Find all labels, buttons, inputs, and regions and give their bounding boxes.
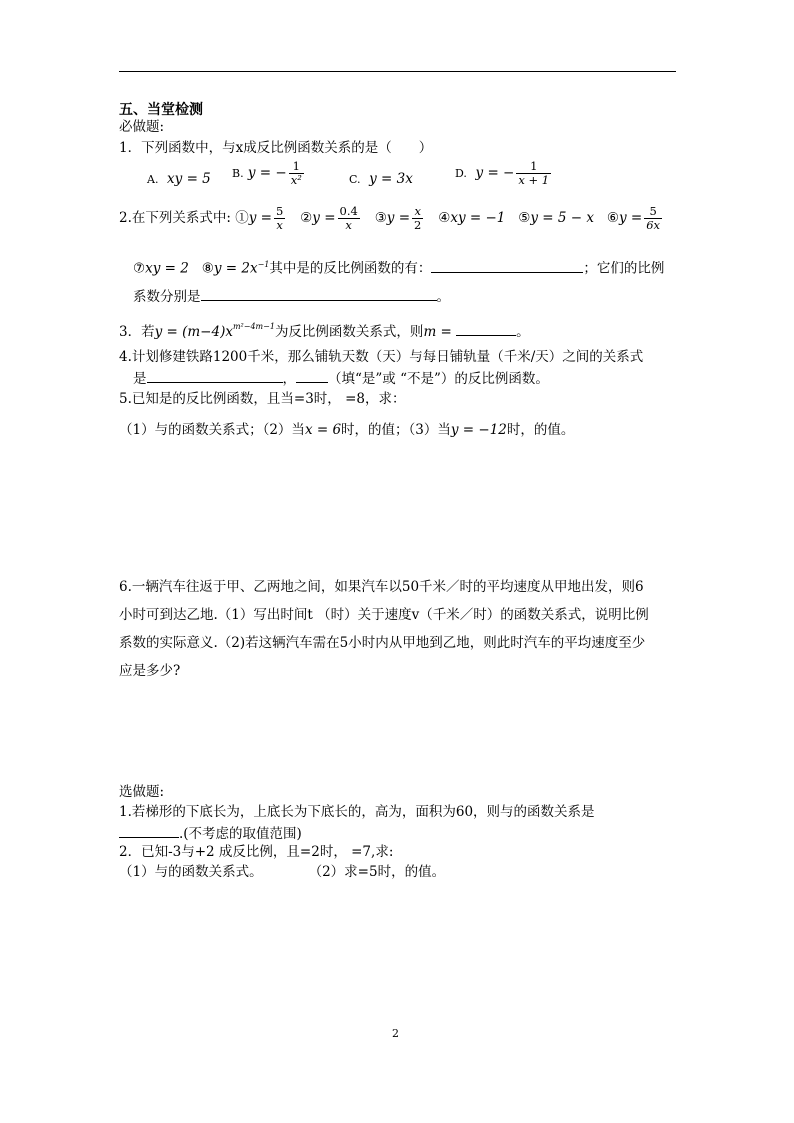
question-4-line-1: 4.计划修建铁路1200千米，那么铺轨天数（天）与每日铺轨量（千米/天）之间的关系式 bbox=[119, 349, 644, 365]
question-2-line-2: ⑦xy = 2 ⑧y = $2x^{-1}$其中是的反比例函数的有： ；它们的比例 bbox=[133, 256, 664, 278]
optional-1-line-2: .(不考虑的取值范围) bbox=[119, 823, 302, 843]
question-2-line-3: 系数分别是 。 bbox=[133, 286, 450, 306]
question-6-line-1: 6.一辆汽车往返于甲、乙两地之间，如果汽车以50千米／时的平均速度从甲地出发，则6 bbox=[119, 579, 644, 595]
q1-option-a: A. xy = 5 bbox=[147, 171, 211, 187]
q1-option-d: D. y = − $\frac{1}{x + 1}$ bbox=[455, 159, 550, 187]
question-3: 3．若$y = (m-4)x^{m^2-4m-1}$为反比例函数关系式，则m = 。 bbox=[119, 322, 530, 340]
optional-1-line-1: 1.若梯形的下底长为，上底长为下底长的，高为，面积为60，则与的函数关系是 bbox=[119, 804, 595, 820]
question-1-text: 1．下列函数中，与x成反比例函数关系的是（ ） bbox=[119, 140, 433, 156]
section-title: 五、当堂检测 bbox=[119, 102, 203, 118]
optional-2-line-1: 2．已知-3与+2 成反比例，且=2时， =7,求: bbox=[119, 844, 394, 860]
o1-answer-blank[interactable] bbox=[119, 823, 179, 838]
optional-label: 选做题: bbox=[119, 784, 165, 800]
question-5-line-1: 5.已知是的反比例函数，且当=3时， =8，求： bbox=[119, 391, 406, 407]
q4-answer-blank-2[interactable] bbox=[296, 368, 328, 383]
required-label: 必做题: bbox=[119, 119, 165, 135]
q1-option-b: B. y = − $\frac{1}{\text{x²}}$ bbox=[232, 159, 302, 187]
question-6-line-2: 小时可到达乙地.（1）写出时间t （时）关于速度v（千米／时）的函数关系式，说明比例 bbox=[119, 607, 649, 623]
q2-answer-blank-1[interactable] bbox=[431, 258, 583, 273]
question-5-line-2: （1）与的函数关系式；（2）当x = 6时，的值；（3）当y = −12时，的值。 bbox=[119, 422, 575, 438]
q3-answer-blank[interactable] bbox=[456, 321, 516, 336]
question-2-line-1: 2.在下列关系式中: ①y = $\frac{5}{x}$ ②y = $\frac{0.4}{x}$ ③y = $\frac{x}{2}$ ④xy = −1 ⑤y = 5 − x ⑥y = $\frac{5}{6x}$ bbox=[119, 204, 661, 232]
question-4-line-2: 是 ， （填“是”或 “不是”）的反比例函数。 bbox=[133, 368, 549, 388]
q1-option-c: C. y = 3x bbox=[349, 171, 413, 187]
question-6-line-4: 应是多少? bbox=[119, 663, 181, 679]
optional-2-line-2: （1）与的函数关系式。 （2）求=5时，的值。 bbox=[119, 864, 446, 880]
q2-answer-blank-2[interactable] bbox=[201, 286, 437, 301]
header-rule bbox=[119, 71, 676, 72]
question-6-line-3: 系数的实际意义.（2)若这辆汽车需在5小时内从甲地到乙地，则此时汽车的平均速度至少 bbox=[119, 635, 646, 651]
page-number: 2 bbox=[392, 1027, 399, 1040]
q4-answer-blank-1[interactable] bbox=[147, 368, 283, 383]
